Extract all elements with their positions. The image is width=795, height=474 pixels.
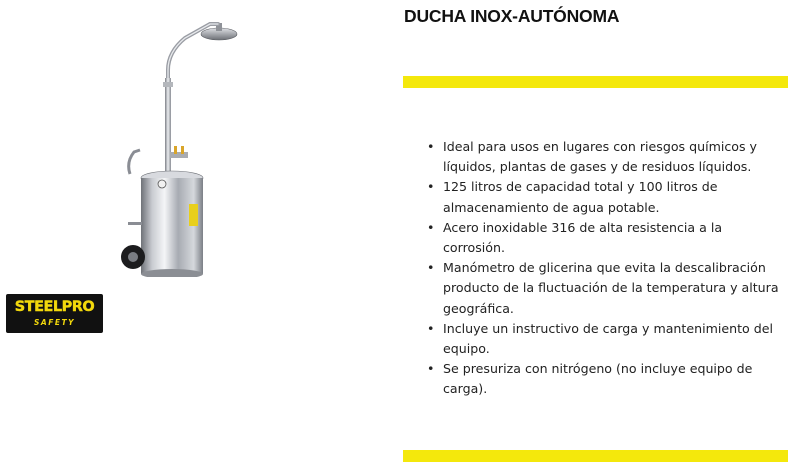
- product-image: [110, 12, 250, 277]
- bullet-icon: •: [427, 139, 435, 154]
- bottom-divider: [403, 450, 788, 462]
- bullet-icon: •: [427, 361, 435, 377]
- bullet-icon: •: [427, 179, 435, 195]
- list-item: [426, 359, 786, 399]
- product-title: DUCHA INOX-AUTÓNOMA: [404, 6, 620, 26]
- feature-text: Incluye un instructivo de carga y mantenimiento del equipo.: [443, 320, 773, 357]
- feature-text: Se presuriza con nitrógeno (no incluye equipo de carga).: [443, 361, 753, 397]
- list-item: [426, 137, 786, 177]
- list-item: [426, 218, 786, 258]
- logo-text: STEELPRO: [14, 299, 95, 315]
- bullet-icon: •: [427, 219, 435, 235]
- bullet-icon: •: [427, 320, 435, 336]
- top-divider: [403, 76, 788, 88]
- list-item: [426, 177, 786, 217]
- logo-subtext: SAFETY: [34, 318, 75, 327]
- feature-text: Manómetro de glicerina que evita la descalibración producto de la fluctuación de la temperatura y altura geográfica.: [443, 260, 779, 316]
- feature-text: Acero inoxidable 316 de alta resistencia a la corrosión.: [443, 219, 723, 256]
- bullet-icon: •: [427, 260, 435, 276]
- feature-list: [426, 137, 786, 400]
- list-item: [426, 319, 786, 359]
- steelpro-logo: [6, 294, 103, 333]
- feature-text: Ideal para usos en lugares con riesgos químicos y líquidos, plantas de gases y de residuos líquidos.: [443, 139, 757, 175]
- feature-text: 125 litros de capacidad total y 100 litros de almacenamiento de agua potable.: [443, 179, 718, 215]
- list-item: [426, 258, 786, 319]
